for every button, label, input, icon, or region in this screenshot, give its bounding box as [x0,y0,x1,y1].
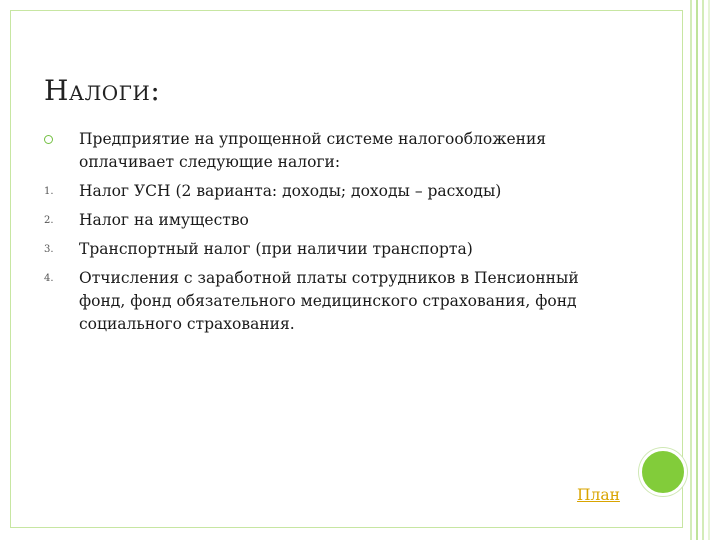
list-item [44,267,614,336]
frame-stripe [696,0,698,540]
frame-stripe [702,0,704,540]
list-number: 1. [44,186,54,197]
list-item-text: Налог УСН (2 варианта: доходы; доходы – расходы) [79,182,502,200]
slide-title: Налоги: [44,74,161,107]
list-item-text: Транспортный налог (при наличии транспорта) [79,240,473,258]
list-item-text: Отчисления с заработной платы сотрудников в Пенсионный фонд, фонд обязательного медицинского страхования, фонд социального страхования. [79,269,579,333]
frame-stripe [708,0,710,540]
list-item [44,180,614,203]
list-number: 3. [44,244,54,255]
frame-stripe [690,0,692,540]
decorative-circle-icon [639,448,687,496]
plan-link[interactable]: План [577,486,620,504]
intro-text: Предприятие на упрощенной системе налогообложения оплачивает следующие налоги: [79,130,547,171]
list-item [44,238,614,261]
intro-item [44,128,614,174]
bullet-ring-icon [44,135,53,144]
list-item [44,209,614,232]
list-number: 2. [44,215,54,226]
list-number: 4. [44,273,54,284]
list-item-text: Налог на имущество [79,211,249,229]
slide-content [44,128,614,342]
